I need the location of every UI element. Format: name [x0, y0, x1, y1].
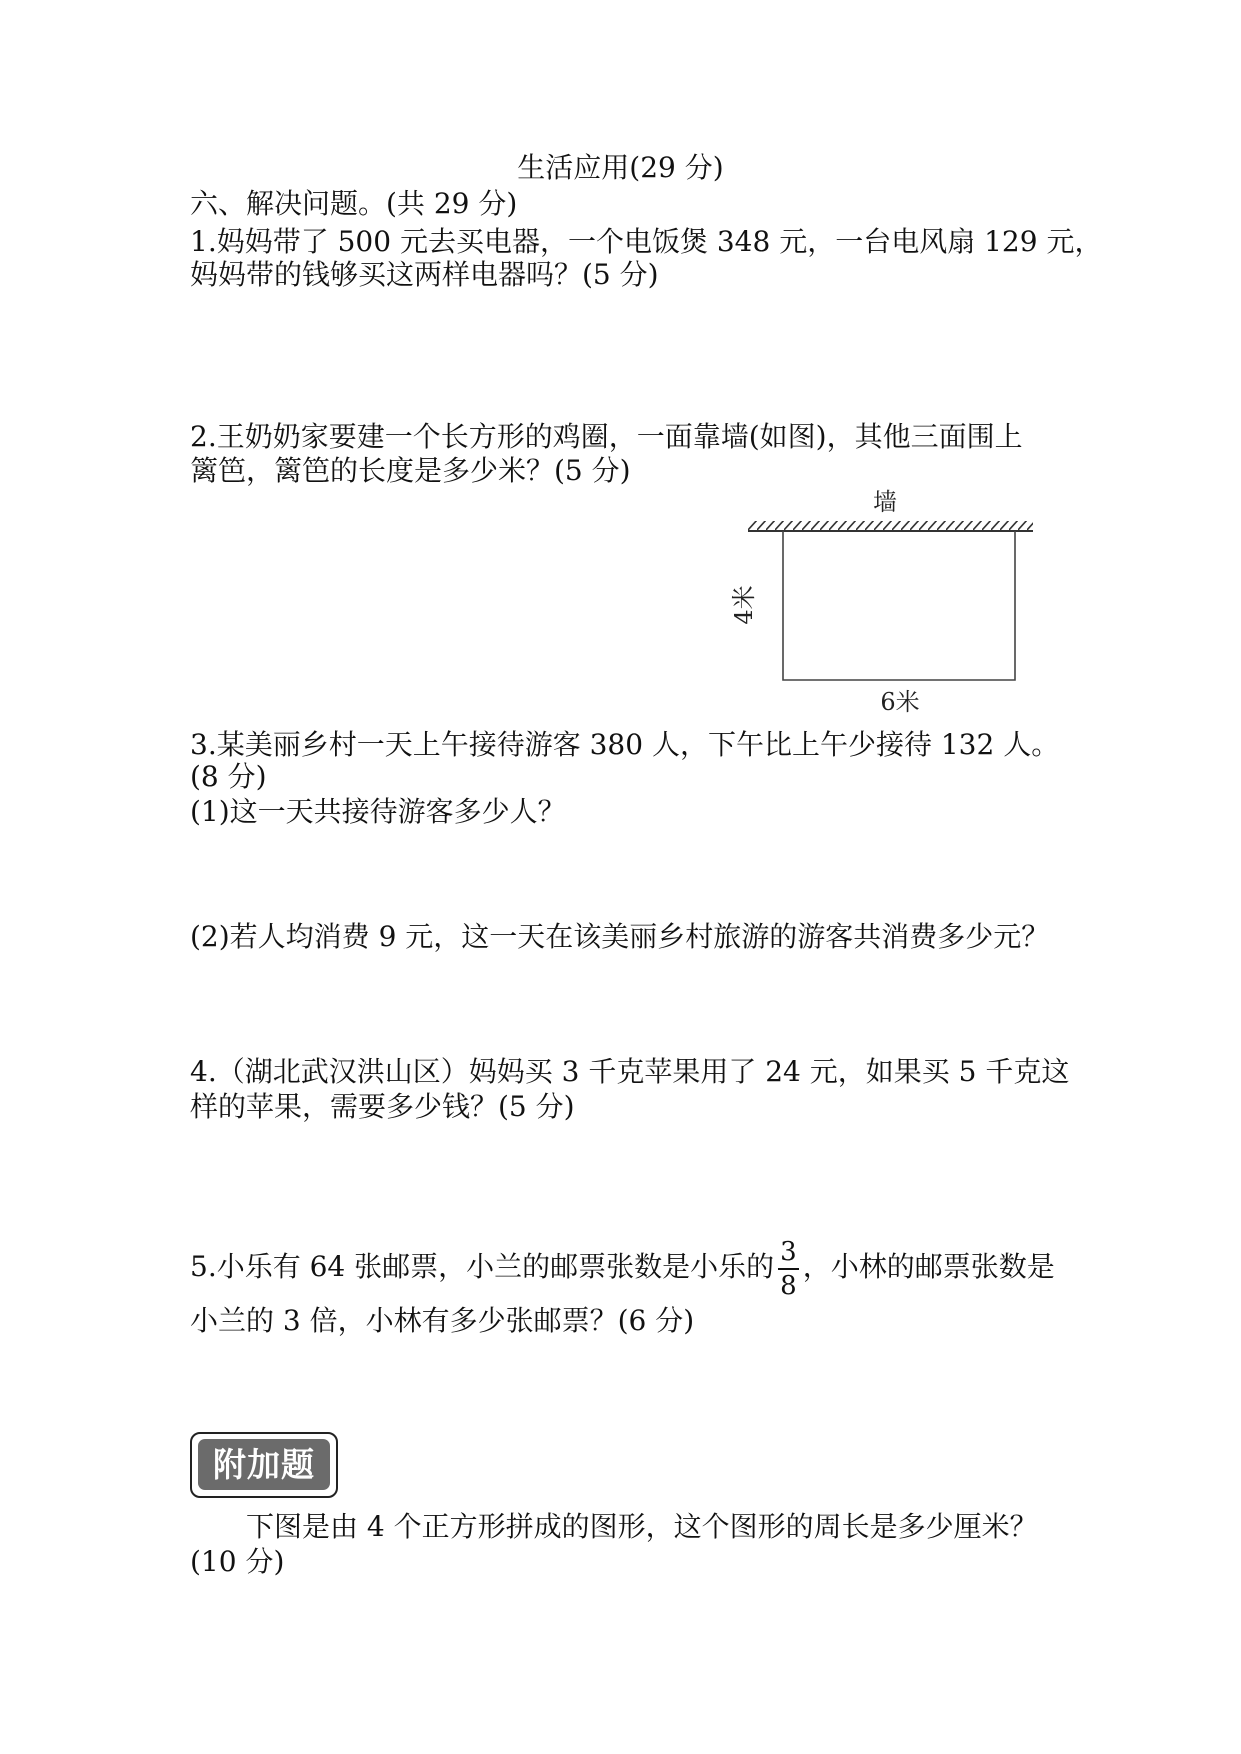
section-heading: 六、解决问题。(共 29 分) — [190, 187, 518, 220]
question-1-line-1: 1.妈妈带了 500 元去买电器，一个电饭煲 348 元，一台电风扇 129 元， — [190, 225, 1103, 258]
fraction-three-eighths — [778, 1236, 799, 1301]
question-3-line-1: 3.某美丽乡村一天上午接待游客 380 人，下午比上午少接待 132 人。 — [190, 728, 1060, 761]
width-label: 6米 — [880, 688, 920, 716]
question-5-text-before: 5.小乐有 64 张邮票，小兰的邮票张数是小乐的 — [190, 1250, 775, 1283]
bonus-question-line-2: (10 分) — [190, 1545, 285, 1578]
question-5-text-after: ，小林的邮票张数是 — [802, 1250, 1055, 1283]
wall-hatching — [748, 521, 1033, 531]
question-5-line-1 — [190, 1232, 1055, 1302]
bonus-badge — [190, 1432, 338, 1498]
question-3-sub-1: (1)这一天共接待游客多少人？ — [190, 795, 566, 828]
wall-label: 墙 — [873, 488, 897, 516]
bonus-question-line-1: 下图是由 4 个正方形拼成的图形，这个图形的周长是多少厘米？ — [246, 1510, 1038, 1543]
chicken-coop-figure — [730, 480, 1060, 720]
bonus-badge-label: 附加题 — [198, 1439, 330, 1490]
fence-rectangle — [783, 531, 1015, 680]
height-label: 4米 — [730, 585, 758, 625]
question-5-line-2: 小兰的 3 倍，小林有多少张邮票？(6 分) — [190, 1304, 695, 1337]
question-1-line-2: 妈妈带的钱够买这两样电器吗？(5 分) — [190, 258, 659, 291]
question-3-sub-2: (2)若人均消费 9 元，这一天在该美丽乡村旅游的游客共消费多少元？ — [190, 920, 1050, 953]
question-2-line-1: 2.王奶奶家要建一个长方形的鸡圈，一面靠墙(如图)，其他三面围上 — [190, 420, 1023, 453]
question-2-line-2: 篱笆，篱笆的长度是多少米？(5 分) — [190, 454, 631, 487]
fraction-numerator: 3 — [778, 1239, 799, 1270]
fraction-denominator: 8 — [780, 1270, 797, 1301]
question-3-line-2: (8 分) — [190, 760, 267, 793]
question-4-line-2: 样的苹果，需要多少钱？(5 分) — [190, 1090, 575, 1123]
question-4-line-1: 4.（湖北武汉洪山区）妈妈买 3 千克苹果用了 24 元，如果买 5 千克这 — [190, 1055, 1070, 1088]
section-title: 生活应用(29 分) — [517, 151, 724, 184]
